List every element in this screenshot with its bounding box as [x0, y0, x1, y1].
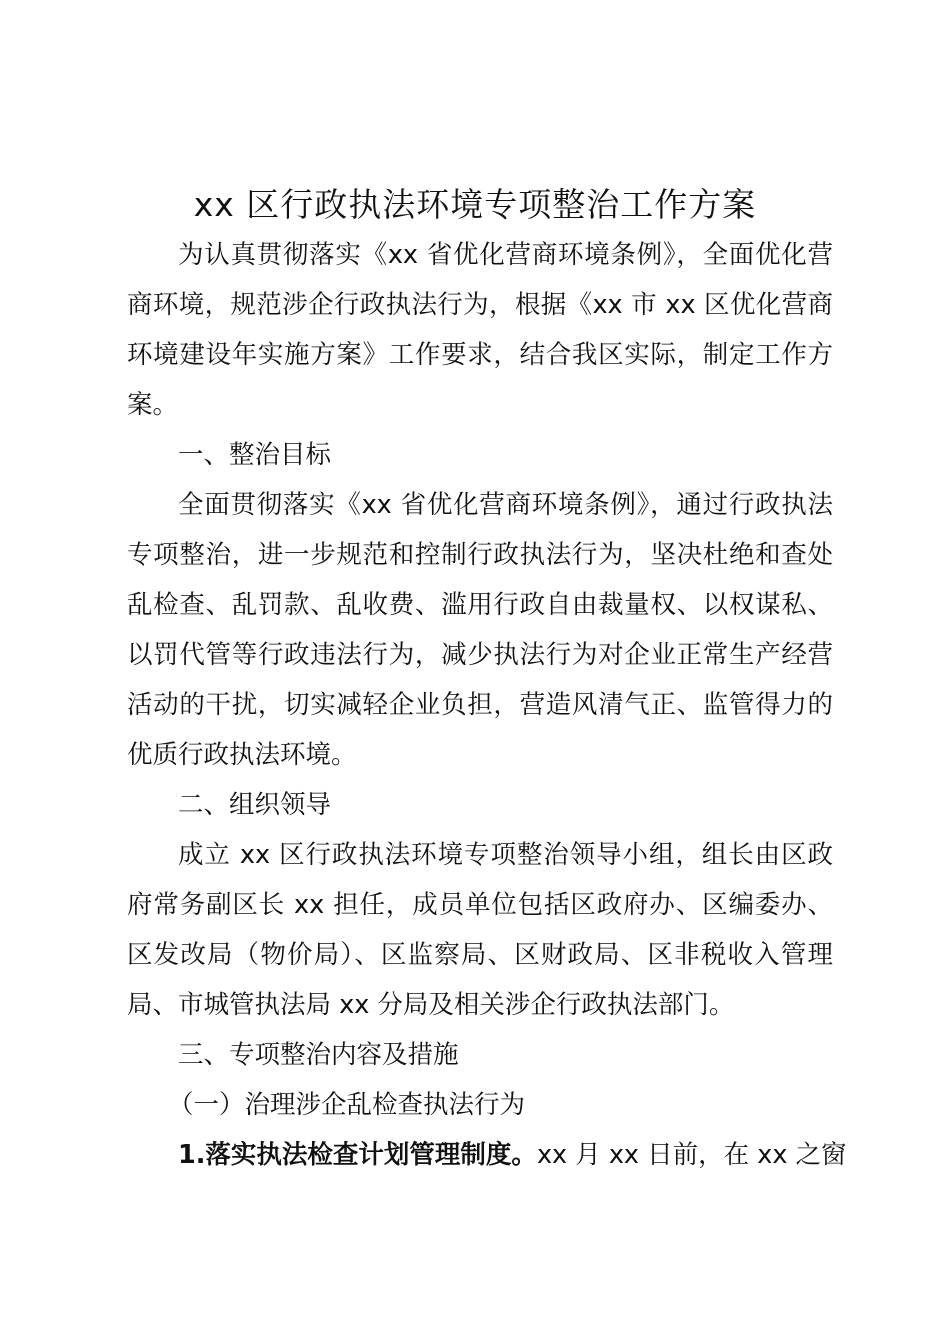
document-title: xx 区行政执法环境专项整治工作方案	[193, 185, 757, 224]
item-title-bold: 1.落实执法检查计划管理制度。	[178, 1140, 537, 1170]
subsection-heading-inspection: （一）治理涉企乱检查执法行为	[168, 1090, 526, 1120]
section-body-goals: 全面贯彻落实《xx 省优化营商环境条例》，通过行政执法专项整治，进一步规范和控制行政执法行为，坚决杜绝和查处乱检查、乱罚款、乱收费、滥用行政自由裁量权、以权谋私、以罚代管等行政违法行为，减少执法行为对企业正常生产经营活动的干扰，切实减轻企业负担，营造风清气正、监管得力的优质行政执法环境。	[127, 490, 833, 770]
item-paragraph-1	[178, 1130, 847, 1180]
section-heading-measures: 三、专项整治内容及措施	[178, 1040, 459, 1070]
section-heading-goals: 一、整治目标	[178, 440, 332, 470]
item-text: xx 月 xx 日前，在 xx 之窗	[536, 1140, 847, 1170]
intro-paragraph: 为认真贯彻落实《xx 省优化营商环境条例》，全面优化营商环境，规范涉企行政执法行为，根据《xx 市 xx 区优化营商环境建设年实施方案》工作要求，结合我区实际，制定工作方案。	[127, 240, 833, 420]
section-heading-organization: 二、组织领导	[178, 790, 332, 820]
section-body-organization: 成立 xx 区行政执法环境专项整治领导小组，组长由区政府常务副区长 xx 担任，成员单位包括区政府办、区编委办、区发改局（物价局）、区监察局、区财政局、区非税收入管理局、市城管执法局 xx 分局及相关涉企行政执法部门。	[127, 840, 833, 1020]
